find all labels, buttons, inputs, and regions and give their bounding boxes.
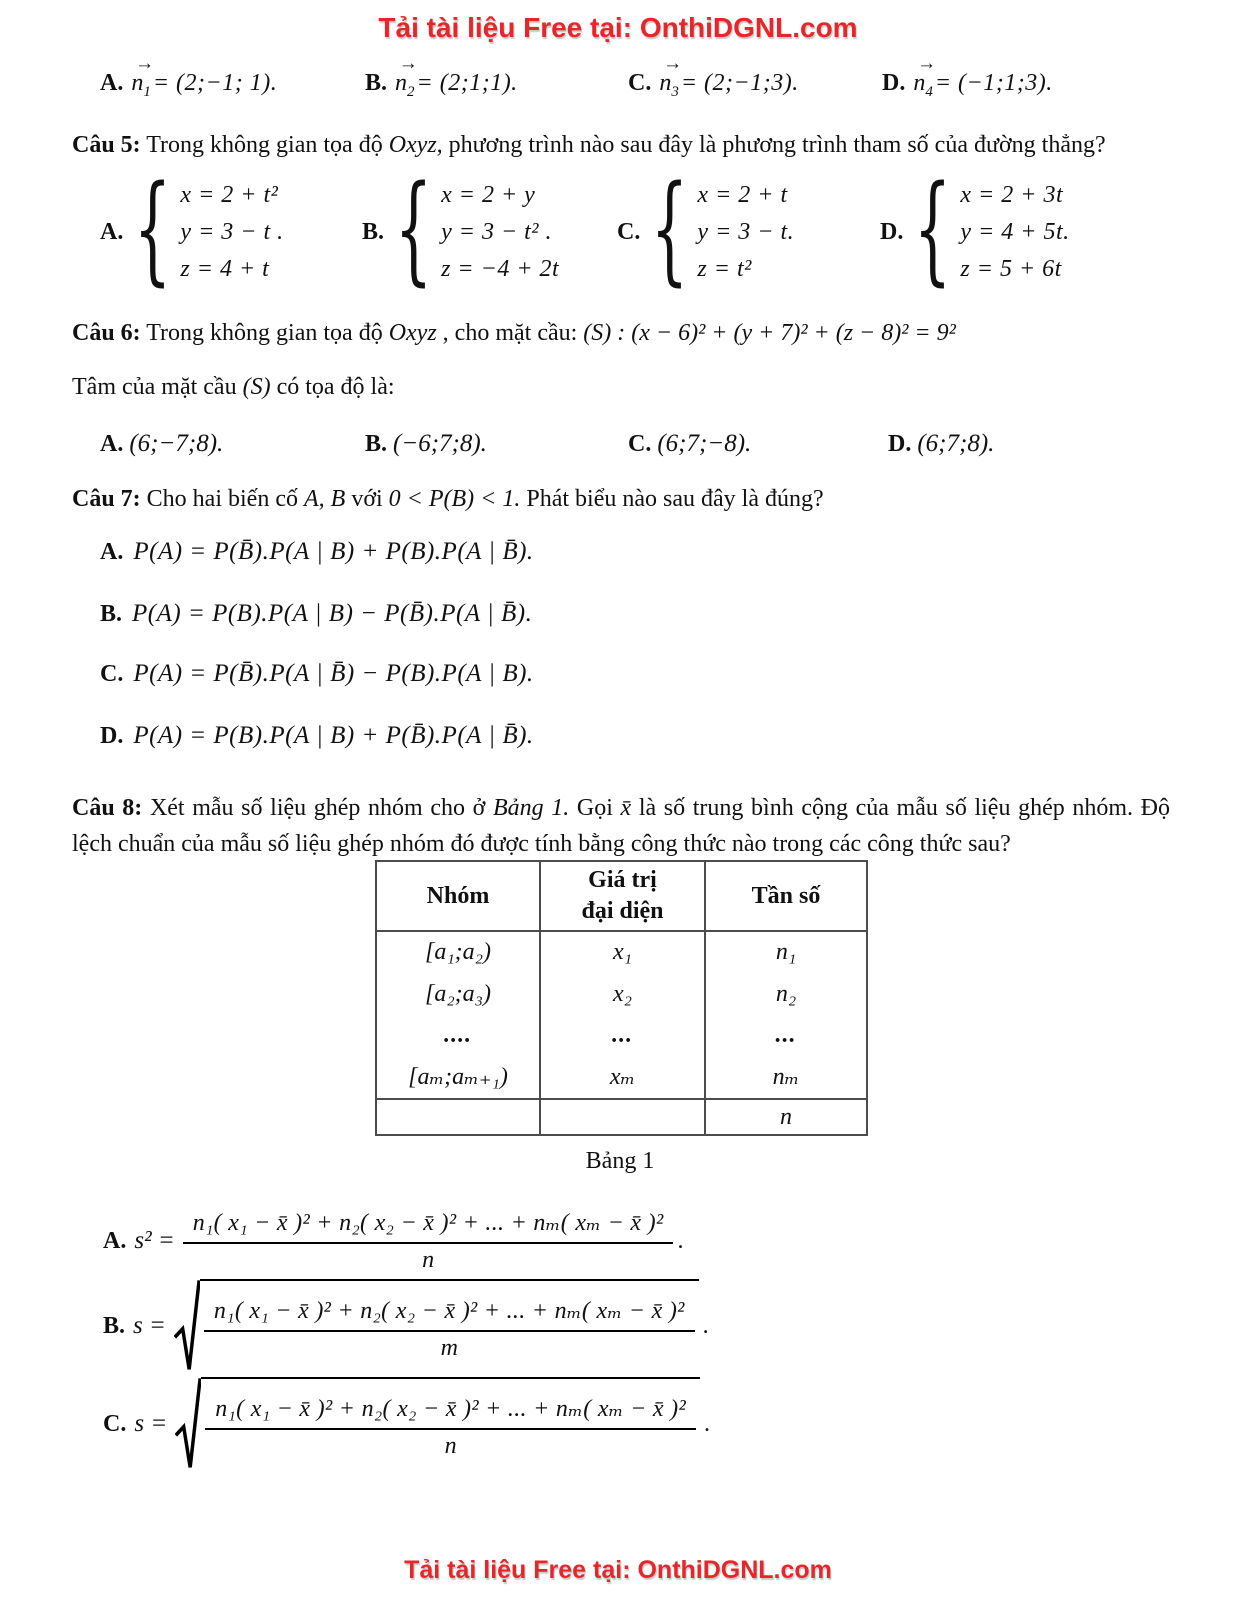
equation-x: x = 2 + 3t [960,181,1064,208]
cell-group-1: [a₁;a₂) [424,939,491,965]
cell-total-n: n [705,1099,867,1135]
cell-x-ellipsis: ... [612,1022,633,1048]
option-label: D. [100,723,124,749]
equation-system [441,177,559,288]
q5-question-text [72,132,1106,159]
option-value: (6;7;−8). [657,430,752,457]
footer-banner [0,1556,1236,1585]
fraction-numerator: n₁( x₁ − x̄ )² + n₂( x₂ − x̄ )² + ... + nₘ( xₘ − x̄ )² [205,1394,696,1430]
equation-x: x = 2 + t² [180,181,279,208]
table-body-row [376,931,867,1099]
equation-system [180,177,283,288]
header-banner [0,12,1236,44]
q8-label: Câu 8: [72,795,143,821]
option-label: D. [888,431,912,457]
vector-subscript: 1 [143,83,151,100]
q8-text-2: Gọi [569,795,621,821]
column-tan-so [705,931,867,1099]
q6-math-oxyz: Oxyz [388,320,437,346]
cell-n2: n₂ [775,980,797,1007]
q5-label: Câu 5: [72,132,141,158]
probability-formula: P(A) = P(B̄).P(A | B) + P(B).P(A | B̄). [133,538,534,565]
option-label: B. [365,70,388,96]
option-value: (−6;7;8). [393,430,487,457]
vector-arrow-icon: → [917,53,935,74]
option-label: D. [882,70,906,96]
option-label: A. [103,1227,127,1254]
q8-option-c [103,1376,710,1472]
period: . [702,1312,709,1339]
probability-formula: P(A) = P(B).P(A | B) + P(B̄).P(A | B̄). [133,722,534,749]
option-label: A. [100,70,124,96]
probability-formula: P(A) = P(B̄).P(A | B̄) − P(B).P(A | B). [133,660,534,687]
sqrt-body [200,1279,699,1373]
vector-arrow-icon: → [398,53,416,74]
q4-option-c [628,53,799,101]
q5-option-d [880,159,1070,297]
left-brace-icon: { [651,159,689,297]
cell-n1: n₁ [775,939,797,965]
formula-lhs: s² = [134,1227,175,1254]
q8-question-text [72,790,1170,862]
vector-n3 [659,53,681,101]
option-label: A. [100,539,124,565]
vector-n4 [913,53,935,101]
header-gia-tri-line1: Giá trị [588,867,657,893]
fraction-numerator: n₁( x₁ − x̄ )² + n₂( x₂ − x̄ )² + ... + nₘ( xₘ − x̄ )² [204,1296,695,1332]
q6-text-1: Trong không gian tọa độ [140,320,389,346]
option-value: = (2;−1; 1). [152,70,278,96]
q6-text-2: , cho mặt cầu: [436,320,584,346]
footer-banner-text: Tải tài liệu Free tại: OnthiDGNL.com [404,1556,832,1584]
equation-z: z = 5 + 6t [960,255,1062,282]
equation-system [697,177,794,288]
q8-option-b [103,1278,709,1374]
q4-option-b [365,53,518,101]
option-label: B. [365,431,388,457]
vector-n1 [131,53,153,101]
formula-lhs: s = [134,1410,168,1437]
probability-formula: P(A) = P(B).P(A | B) − P(B̄).P(A | B̄). [132,600,533,627]
q6-question-text [72,320,956,347]
q7-option-a [100,538,534,566]
option-value: = (2;−1;3). [680,70,799,96]
header-nhom: Nhóm [376,861,540,931]
equation-z: z = t² [697,255,752,282]
q7-question-text [72,486,824,513]
equation-y: y = 3 − t. [697,218,795,245]
header-tan-so: Tần số [705,861,867,931]
q7-option-c [100,660,534,688]
header-gia-tri-line2: đại diện [581,898,664,924]
cell-group-2: [a₂;a₃) [424,980,491,1007]
fraction-numerator: n₁( x₁ − x̄ )² + n₂( x₂ − x̄ )² + ... + nₘ( xₘ − x̄ )² [183,1208,674,1244]
cell-x2: x₂ [613,980,632,1007]
equation-system [960,177,1069,288]
left-brace-icon: { [914,159,952,297]
q6-label: Câu 6: [72,320,141,346]
option-value: (6;−7;8). [129,430,224,457]
sqrt-body [201,1377,700,1471]
left-brace-icon: { [134,159,172,297]
period: . [703,1410,710,1437]
q7-label: Câu 7: [72,486,141,512]
fraction-denominator: n [444,1432,457,1459]
cell-empty [376,1099,540,1135]
q8-math-xbar: x̄ [620,795,632,821]
q5-option-c [617,159,795,297]
column-nhom [376,931,540,1099]
q4-option-a [100,53,278,101]
formula-lhs: s = [133,1312,166,1339]
column-gia-tri [540,931,705,1099]
q6-text-4: có tọa độ là: [270,374,395,400]
equation-x: x = 2 + y [441,181,536,208]
q7-math-pb: 0 < P(B) < 1. [388,486,521,512]
fraction-denominator: m [440,1334,458,1361]
option-label: B. [103,1312,126,1339]
vector-letter: n [131,70,144,96]
q6-math-s: (S) [242,374,271,400]
equation-y: y = 3 − t² . [441,218,552,245]
square-root [175,1377,700,1471]
option-label: C. [628,431,652,457]
q6-sphere-equation: (S) : (x − 6)² + (y + 7)² + (z − 8)² = 9² [583,320,956,346]
option-value: = (2;1;1). [416,70,518,96]
sqrt-radical-icon [175,1377,201,1471]
fraction-denominator: n [422,1247,435,1273]
period: . [677,1227,684,1254]
equation-y: y = 4 + 5t. [960,218,1070,245]
q7-option-b [100,600,532,628]
q5-text-2: phương trình nào sau đây là phương trình tham số của đường thẳng? [442,132,1106,158]
q7-text-3: Phát biểu nào sau đây là đúng? [520,486,824,512]
q7-math-ab: A, B [303,486,346,512]
q8-italic-bang1: Bảng 1. [492,795,570,821]
q4-option-d [882,53,1053,101]
vector-subscript: 3 [671,83,679,100]
q6-option-d [888,430,994,458]
header-banner-text: Tải tài liệu Free tại: OnthiDGNL.com [378,12,858,43]
fraction [205,1394,696,1460]
q6-option-c [628,430,751,458]
option-label: C. [100,661,124,687]
vector-arrow-icon: → [135,53,153,74]
cell-x1: x₁ [613,939,632,965]
cell-nm: nₘ [772,1063,800,1090]
q6-text-3: Tâm của mặt cầu [72,374,243,400]
q5-option-b [362,159,560,297]
option-label: A. [100,218,124,245]
table-total-row [376,1099,867,1135]
header-gia-tri [540,861,705,931]
vector-n2 [395,53,416,101]
vector-subscript: 2 [407,83,415,100]
option-label: D. [880,218,904,245]
grouped-data-table [375,860,868,1136]
fraction [183,1208,674,1274]
equation-z: z = 4 + t [180,255,270,282]
option-label: C. [628,70,652,96]
equation-y: y = 3 − t . [180,218,284,245]
q7-text-1: Cho hai biến cố [140,486,304,512]
option-label: B. [362,218,385,245]
vector-letter: n [659,70,672,96]
q8-text-3: là số trung bình cộng của mẫu số liệu ghép nhóm. Độ lệch chuẩn của mẫu số liệu ghép nhóm đó được tính bằng công thức nào trong các công thức sau? [72,795,1171,857]
cell-group-ellipsis: .... [444,1022,472,1048]
option-label: C. [617,218,641,245]
q6-option-b [365,430,487,458]
table-caption: Bảng 1 [585,1148,655,1174]
square-root [174,1279,699,1373]
option-value: = (−1;1;3). [934,70,1053,96]
q8-option-a [103,1193,683,1289]
q6-question-line2 [72,374,395,401]
equation-x: x = 2 + t [697,181,788,208]
q8-text-1: Xét mẫu số liệu ghép nhóm cho ở [142,795,493,821]
vector-letter: n [913,70,926,96]
table-header-row [376,861,867,931]
sqrt-radical-icon [174,1279,200,1373]
cell-xm: xₘ [609,1063,636,1090]
left-brace-icon: { [394,159,433,297]
q7-text-2: với [345,486,389,512]
q7-option-d [100,722,534,750]
cell-empty [540,1099,705,1135]
fraction [204,1296,695,1362]
q6-option-a [100,430,223,458]
vector-arrow-icon: → [663,53,681,74]
option-label: C. [103,1410,127,1437]
option-label: B. [100,601,123,627]
q5-option-a [100,159,284,297]
equation-z: z = −4 + 2t [441,255,560,282]
vector-letter: n [395,70,408,96]
cell-n-ellipsis: ... [775,1022,797,1048]
vector-subscript: 4 [925,83,933,100]
option-label: A. [100,431,124,457]
q5-text-1: Trong không gian tọa độ [140,132,389,158]
option-value: (6;7;8). [917,430,995,457]
cell-group-m: [aₘ;aₘ₊₁) [408,1063,508,1090]
q5-math-oxyz: Oxyz, [388,132,443,158]
